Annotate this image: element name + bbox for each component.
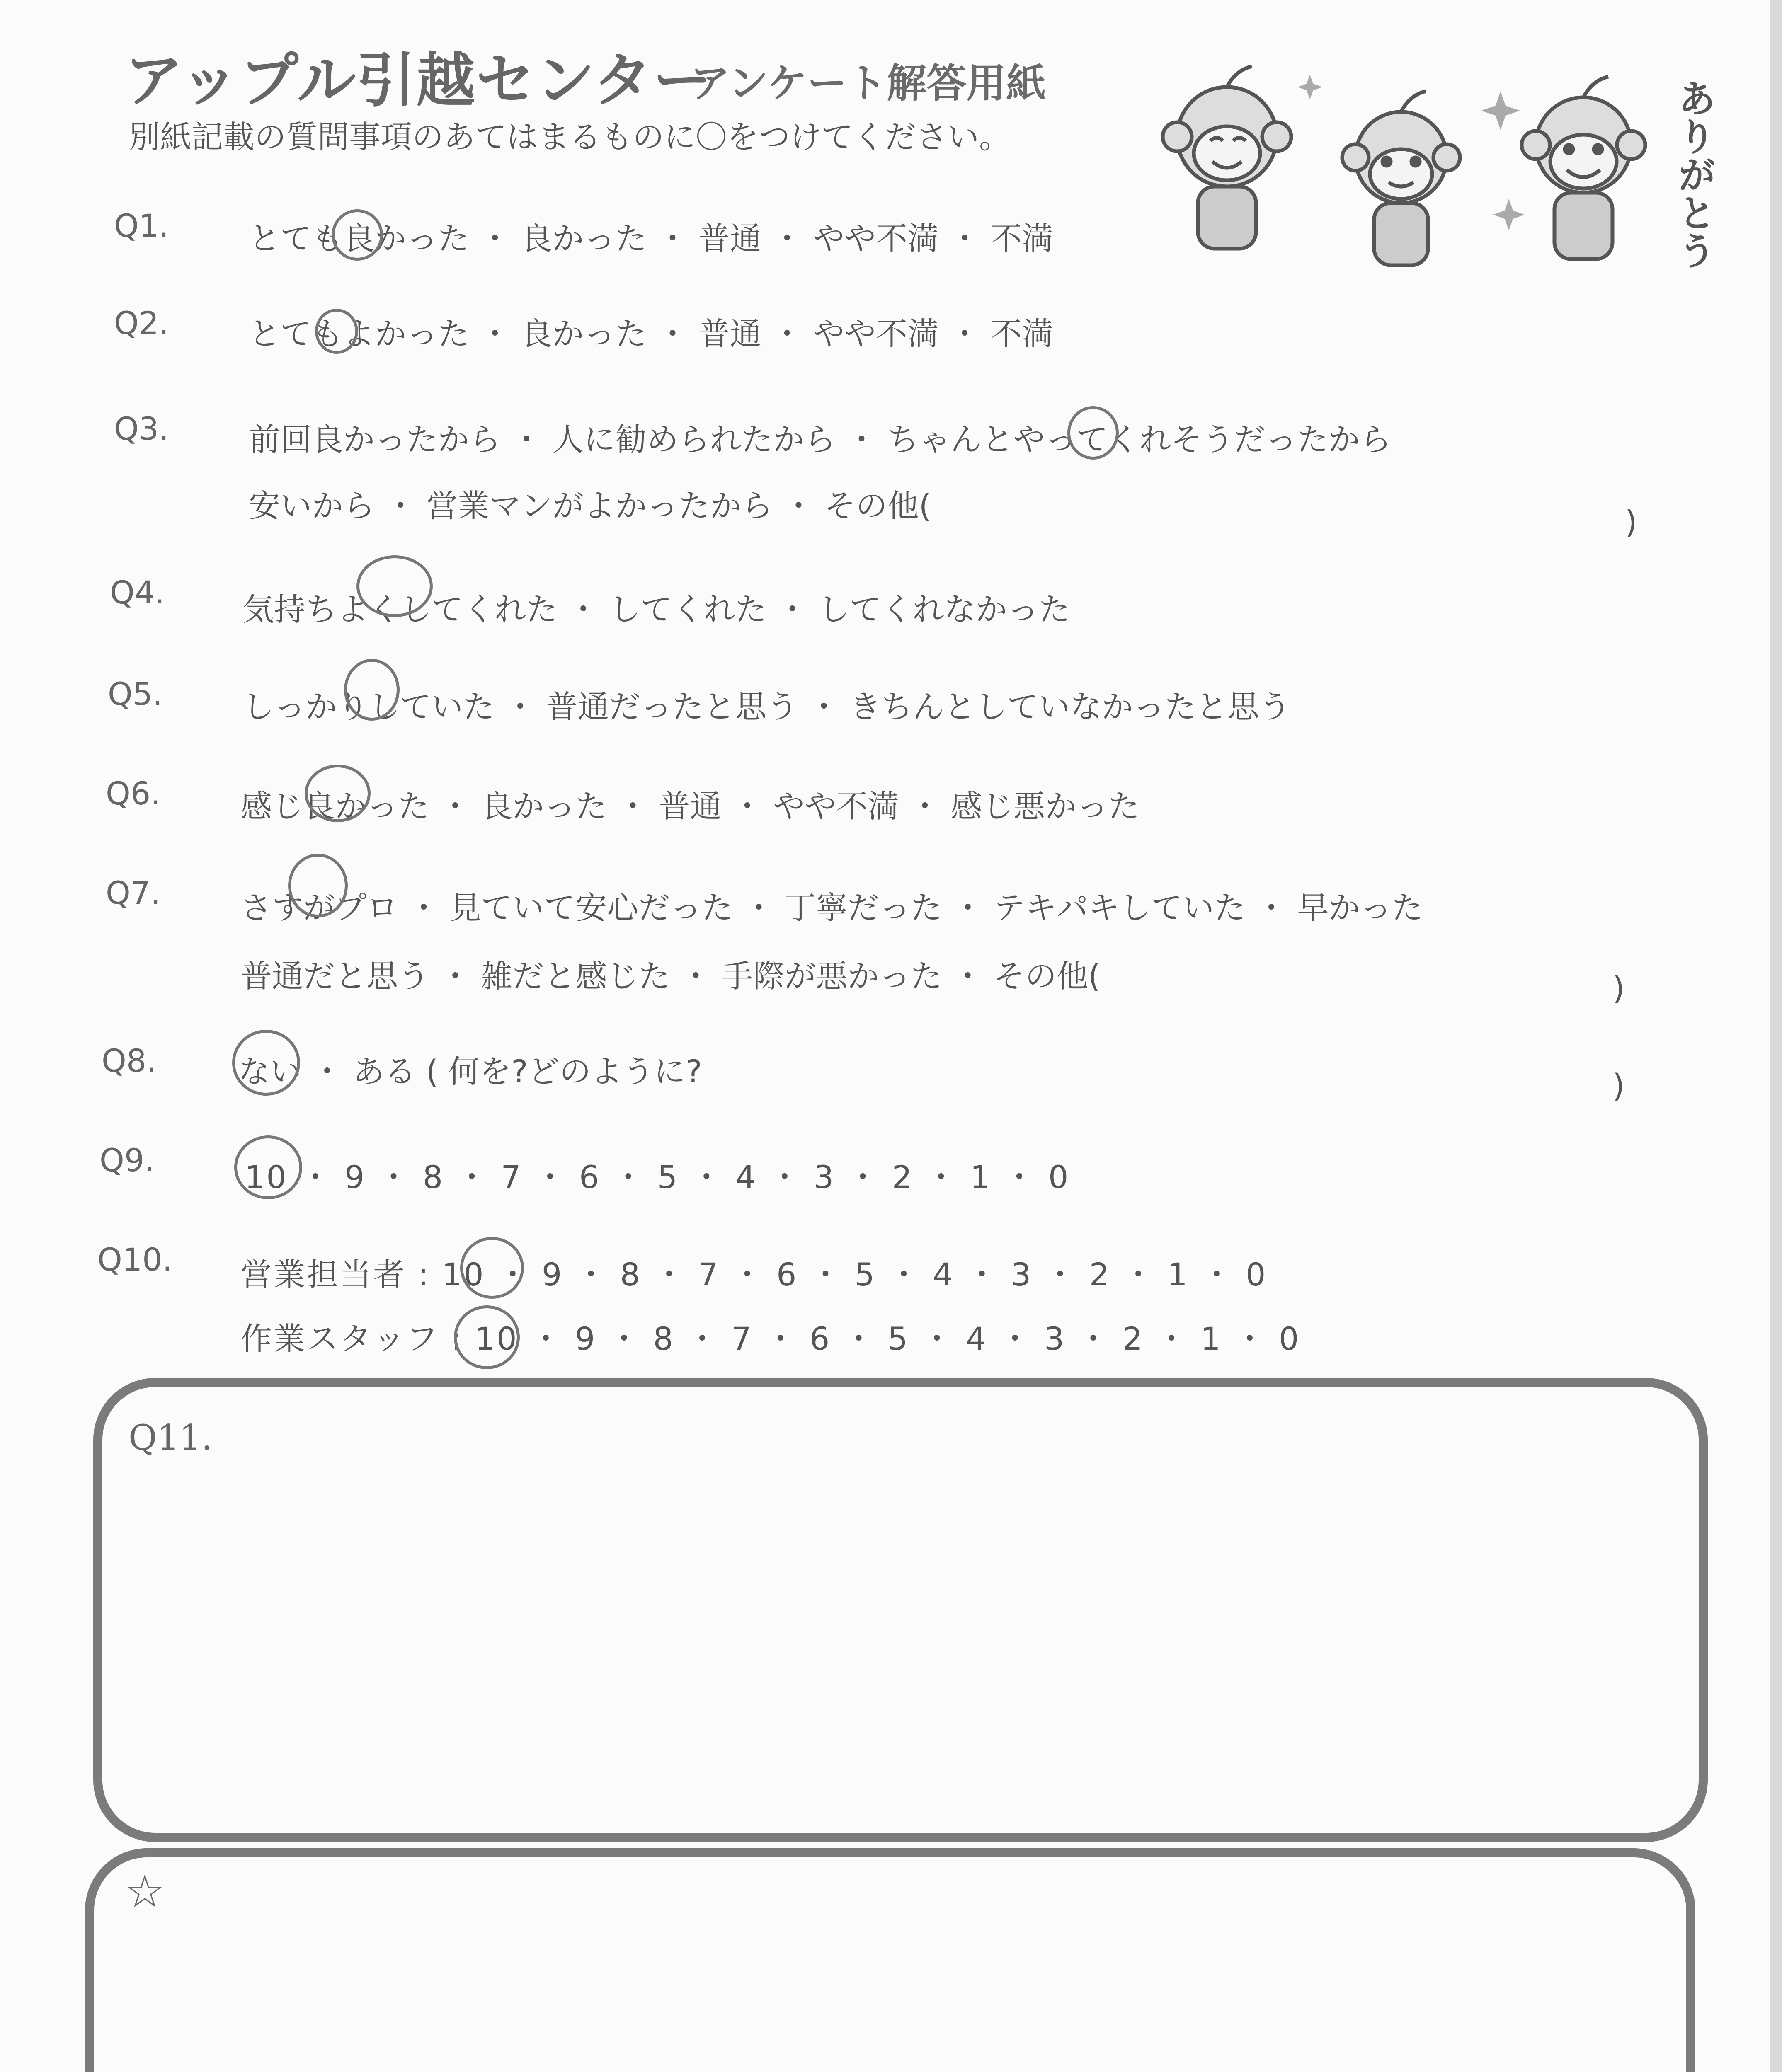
q1-number: Q1. (114, 207, 169, 244)
instruction-text: 別紙記載の質問事項のあてはまるものに〇をつけてください。 (128, 119, 1011, 155)
q8-options: ない ・ ある ( 何を?どのように? (238, 1053, 702, 1090)
q1-options: とても良かった ・ 良かった ・ 普通 ・ やや不満 ・ 不満 (249, 220, 1054, 257)
q1-answer-circle (332, 209, 383, 261)
q4-options: 気持ちよくしてくれた ・ してくれた ・ してくれなかった (242, 591, 1070, 628)
q7-number: Q7. (106, 874, 161, 911)
q9-answer-circle (234, 1135, 302, 1199)
q10-number: Q10. (97, 1241, 172, 1278)
q5-number: Q5. (108, 675, 163, 712)
q11-label: Q11. (128, 1417, 213, 1458)
q2-answer-circle (315, 309, 358, 354)
q6-number: Q6. (106, 775, 161, 812)
monkey-mascot-illustration (1144, 50, 1700, 282)
q2-options: とてもよかった ・ 良かった ・ 普通 ・ やや不満 ・ 不満 (249, 315, 1054, 352)
q10-sales-answer-circle (460, 1237, 524, 1299)
q3-close-paren: ) (1625, 503, 1637, 540)
q3-options-line1: 前回良かったから ・ 人に勧められたから ・ ちゃんとやってくれそうだったから (249, 421, 1392, 458)
q8-answer-circle (232, 1030, 300, 1096)
q5-options: しっかりしていた ・ 普通だったと思う ・ きちんとしていなかったと思う (242, 688, 1291, 725)
q10-staff-options: 作業スタッフ : 10 ・ 9 ・ 8 ・ 7 ・ 6 ・ 5 ・ 4 ・ 3 ・ 2 ・ 1 ・ 0 (240, 1320, 1301, 1357)
q3-answer-circle (1067, 406, 1119, 460)
q11-answer-box[interactable] (93, 1378, 1708, 1842)
q9-options: 10 ・ 9 ・ 8 ・ 7 ・ 6 ・ 5 ・ 4 ・ 3 ・ 2 ・ 1 ・ 0 (245, 1159, 1070, 1196)
q9-number: Q9. (99, 1142, 155, 1179)
form-subtitle: アンケート解答用紙 (690, 60, 1046, 107)
q3-options-line2: 安いから ・ 営業マンがよかったから ・ その他( (249, 487, 931, 524)
q10-staff-answer-circle (454, 1305, 520, 1369)
page-edge (1770, 0, 1782, 2072)
q8-number: Q8. (102, 1042, 157, 1079)
q3-number: Q3. (114, 410, 169, 447)
q6-answer-circle (305, 765, 371, 822)
q7-answer-circle (288, 854, 348, 917)
q6-options: 感じ良かった ・ 良かった ・ 普通 ・ やや不満 ・ 感じ悪かった (240, 788, 1140, 825)
q7-options-line2: 普通だと思う ・ 雑だと感じた ・ 手際が悪かった ・ その他( (240, 958, 1101, 995)
q2-number: Q2. (114, 305, 169, 341)
q7-close-paren: ) (1612, 970, 1625, 1007)
star-comment-box[interactable] (85, 1848, 1695, 2072)
thanks-text: ありがとう (1672, 79, 1716, 269)
q4-number: Q4. (110, 574, 165, 611)
q10-sales-options: 営業担当者 : 10 ・ 9 ・ 8 ・ 7 ・ 6 ・ 5 ・ 4 ・ 3 ・ 2 ・ 1 ・ 0 (240, 1256, 1268, 1293)
q8-close-paren: ) (1612, 1067, 1625, 1104)
q5-answer-circle (344, 659, 400, 721)
q4-answer-circle (356, 555, 433, 617)
company-title: アップル引越センター (124, 46, 713, 115)
q7-options-line1: さすがプロ ・ 見ていて安心だった ・ 丁寧だった ・ テキパキしていた ・ 早かった (240, 889, 1423, 926)
star-label: ☆ (124, 1865, 165, 1918)
